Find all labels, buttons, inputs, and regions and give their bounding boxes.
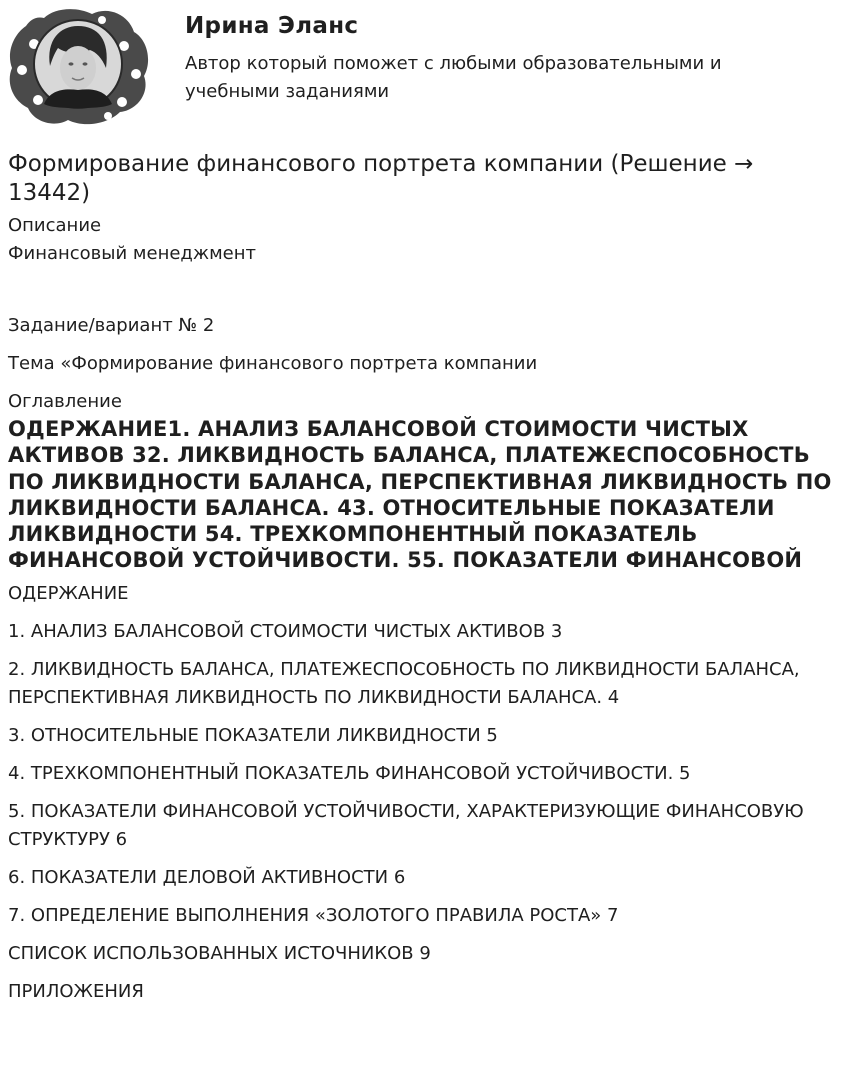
toc-label: Оглавление — [8, 391, 122, 412]
description-value: Финансовый менеджмент — [8, 243, 256, 264]
toc-item: 5. ПОКАЗАТЕЛИ ФИНАНСОВОЙ УСТОЙЧИВОСТИ, ХАРАКТЕРИЗУЮЩИЕ ФИНАНСОВУЮ СТРУКТУРУ 6 — [8, 800, 804, 850]
avatar-frame-icon — [4, 4, 154, 128]
toc-item: 3. ОТНОСИТЕЛЬНЫЕ ПОКАЗАТЕЛИ ЛИКВИДНОСТИ 5 — [8, 724, 498, 746]
author-avatar — [4, 4, 154, 128]
description-label: Описание — [8, 215, 102, 236]
toc-heading: ОДЕРЖАНИЕ1. АНАЛИЗ БАЛАНСОВОЙ СТОИМОСТИ ЧИСТЫХ АКТИВОВ 32. ЛИКВИДНОСТЬ БАЛАНСА, ПЛАТЕЖЕСПОСОБНОСТЬ ПО ЛИКВИДНОСТИ БАЛАНСА, ПЕРСПЕКТИВНАЯ ЛИКВИДНОСТЬ ПО ЛИКВИДНОСТИ БАЛАНСА. 43. ОТНОСИТЕЛЬНЫЕ ПОКАЗАТЕЛИ ЛИКВИДНОСТИ 54. ТРЕХКОМПОНЕНТНЫЙ ПОКАЗАТЕЛЬ ФИНАНСОВОЙ УСТОЙЧИВОСТИ. 55. ПОКАЗАТЕЛИ ФИНАНСОВОЙ — [8, 417, 832, 573]
page-title: Формирование финансового портрета компании (Решение → 13442) — [8, 151, 754, 206]
toc-item: 1. АНАЛИЗ БАЛАНСОВОЙ СТОИМОСТИ ЧИСТЫХ АКТИВОВ 3 — [8, 620, 563, 642]
document-content — [0, 150, 847, 1006]
toc-item: 2. ЛИКВИДНОСТЬ БАЛАНСА, ПЛАТЕЖЕСПОСОБНОСТЬ ПО ЛИКВИДНОСТИ БАЛАНСА, ПЕРСПЕКТИВНАЯ ЛИКВИДНОСТЬ ПО ЛИКВИДНОСТИ БАЛАНСА. 4 — [8, 658, 800, 708]
topic: Тема «Формирование финансового портрета компании — [8, 353, 538, 374]
toc-item: 6. ПОКАЗАТЕЛИ ДЕЛОВОЙ АКТИВНОСТИ 6 — [8, 866, 406, 888]
toc-item: 4. ТРЕХКОМПОНЕНТНЫЙ ПОКАЗАТЕЛЬ ФИНАНСОВОЙ УСТОЙЧИВОСТИ. 5 — [8, 762, 691, 784]
toc-item: 7. ОПРЕДЕЛЕНИЕ ВЫПОЛНЕНИЯ «ЗОЛОТОГО ПРАВИЛА РОСТА» 7 — [8, 904, 619, 926]
toc-item: ПРИЛОЖЕНИЯ — [8, 980, 144, 1002]
toc-item: ОДЕРЖАНИЕ — [8, 582, 129, 604]
author-header — [0, 0, 847, 138]
toc-list — [8, 580, 839, 1006]
task-variant: Задание/вариант № 2 — [8, 315, 215, 336]
toc-item: СПИСОК ИСПОЛЬЗОВАННЫХ ИСТОЧНИКОВ 9 — [8, 942, 431, 964]
author-name: Ирина Эланс — [185, 13, 359, 39]
author-description: Автор который поможет с любыми образовательными и учебными заданиями — [185, 53, 722, 102]
spacer — [8, 268, 839, 312]
